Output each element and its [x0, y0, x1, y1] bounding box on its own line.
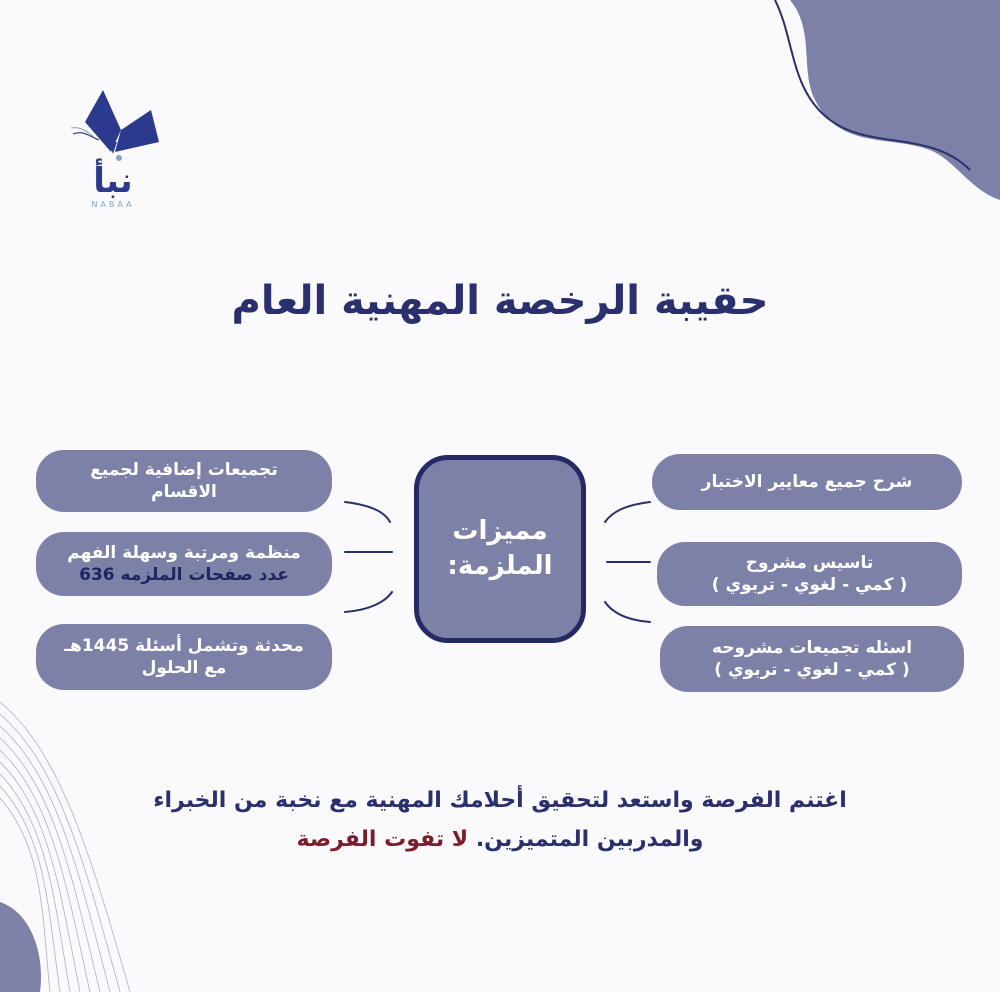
- feature-subtext: مع الحلول: [141, 658, 227, 678]
- tagline-line2-text: والمدربين المتميزين.: [475, 826, 704, 852]
- feature-subtext: الاقسام: [151, 482, 217, 502]
- feature-text: محدثة وتشمل أسئلة 1445هـ: [64, 635, 304, 656]
- tagline-line1: اغتنم الفرصة واستعد لتحقيق أحلامك المهنية مع نخبة من الخبراء: [153, 788, 847, 813]
- feature-text: تجميعات إضافية لجميع: [90, 459, 278, 480]
- feature-pill-right-2: [657, 542, 962, 606]
- feature-subtext: عدد صفحات الملزمه 636: [79, 565, 289, 585]
- logo-latin-text: NABAA: [91, 200, 135, 209]
- center-label-line1: مميزات: [452, 515, 548, 546]
- feature-text: اسئله تجميعات مشروحه: [711, 637, 913, 658]
- page-title: حقيبة الرخصة المهنية العام: [231, 278, 769, 324]
- feature-pill-left-1: [36, 450, 332, 512]
- feature-text: منظمة ومرتبة وسهلة الفهم: [67, 542, 301, 563]
- feature-subtext: ( كمي - لغوي - تربوي ): [711, 575, 908, 595]
- feature-text: شرح جميع معايير الاختبار: [701, 471, 913, 492]
- features-center-box: [414, 455, 586, 643]
- tagline: [60, 782, 940, 859]
- center-label-line2: الملزمة:: [447, 551, 553, 581]
- feature-pill-left-3: [36, 624, 332, 690]
- logo-arabic-text: نبأ: [93, 161, 133, 201]
- tagline-cta: لا تفوت الفرصة: [296, 826, 469, 852]
- feature-pill-left-2: [36, 532, 332, 596]
- feature-pill-right-1: [652, 454, 962, 510]
- tagline-line2: [60, 821, 940, 860]
- feature-pill-right-3: [660, 626, 964, 692]
- feature-subtext: ( كمي - لغوي - تربوي ): [714, 660, 910, 680]
- feature-text: تاسيس مشروح: [745, 552, 874, 573]
